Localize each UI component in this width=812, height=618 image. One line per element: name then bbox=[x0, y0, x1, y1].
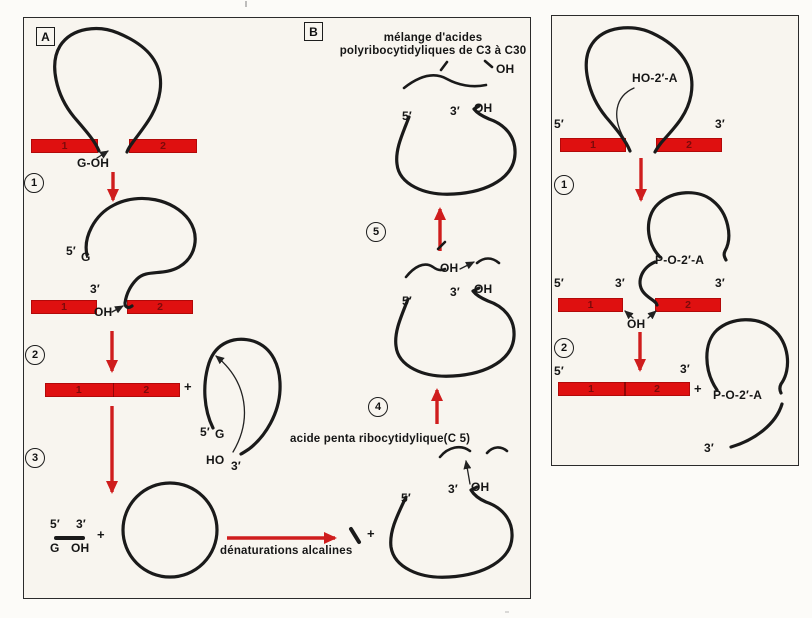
oh-label: OH bbox=[471, 480, 490, 494]
oh-label: OH bbox=[496, 62, 515, 76]
exon-junction-divider bbox=[624, 382, 626, 396]
step-badge-a3: 3 bbox=[25, 448, 45, 468]
exon2-number: 2 bbox=[686, 138, 692, 151]
g-label: G bbox=[81, 250, 91, 264]
exon2-number: 2 bbox=[654, 382, 660, 395]
three-prime-label: 3′ bbox=[76, 517, 86, 531]
exon2-bar-precursor-r bbox=[656, 138, 722, 152]
exon-junction-divider bbox=[113, 383, 115, 397]
exon1-bar-precursor-r bbox=[560, 138, 626, 152]
three-prime-label: 3′ bbox=[704, 441, 714, 455]
exon1-number: 1 bbox=[588, 382, 594, 395]
exon1-number: 1 bbox=[61, 139, 68, 152]
p-o-2prime-a-label: P-O-2′-A bbox=[713, 388, 763, 402]
ho-2prime-a-label: HO-2′-A bbox=[632, 71, 678, 85]
exon1-bar-after1-a bbox=[31, 300, 97, 314]
exon2-number: 2 bbox=[143, 383, 150, 396]
exon1-number: 1 bbox=[61, 300, 67, 313]
scan-artifact bbox=[245, 1, 247, 7]
five-prime-label: 5′ bbox=[50, 517, 60, 531]
exon1-number: 1 bbox=[587, 298, 594, 311]
three-prime-label: 3′ bbox=[448, 482, 458, 496]
three-prime-label: 3′ bbox=[615, 276, 625, 290]
oh-label: OH bbox=[627, 317, 646, 331]
five-prime-label: 5′ bbox=[401, 491, 411, 505]
goh-label: G-OH bbox=[77, 156, 110, 170]
exon2-bar-after1-r bbox=[655, 298, 721, 312]
step-badge-a2: 2 bbox=[25, 345, 45, 365]
step-badge-r2: 2 bbox=[554, 338, 574, 358]
oh-label: OH bbox=[71, 541, 90, 555]
three-prime-label: 3′ bbox=[450, 104, 460, 118]
three-prime-label: 3′ bbox=[680, 362, 690, 376]
step-badge-a1: 1 bbox=[24, 173, 44, 193]
five-prime-label: 5′ bbox=[402, 294, 412, 308]
three-prime-label: 3′ bbox=[90, 282, 100, 296]
g-label: G bbox=[215, 427, 225, 441]
exon1-number: 1 bbox=[590, 138, 596, 151]
c5-acid-label: acide penta ribocytidylique(C 5) bbox=[290, 433, 471, 445]
exon2-number: 2 bbox=[160, 139, 166, 152]
panel-b-title-line1: mélange d'acides bbox=[383, 32, 483, 44]
exon1-bar-precursor-a bbox=[31, 139, 98, 153]
plus-sign: + bbox=[97, 527, 105, 542]
p-o-2prime-a-label: P-O-2′-A bbox=[655, 253, 705, 267]
plus-sign: + bbox=[367, 526, 375, 541]
five-prime-label: 5′ bbox=[554, 117, 564, 131]
three-prime-label: 3′ bbox=[231, 459, 241, 473]
panel-a-label: A bbox=[36, 27, 55, 46]
step-badge-b5: 5 bbox=[366, 222, 386, 242]
exon2-bar-after1-a bbox=[127, 300, 193, 314]
five-prime-label: 5′ bbox=[554, 276, 564, 290]
oh-label: OH bbox=[94, 305, 113, 319]
three-prime-label: 3′ bbox=[715, 276, 725, 290]
five-prime-label: 5′ bbox=[402, 109, 412, 123]
step-badge-r1: 1 bbox=[554, 175, 574, 195]
plus-sign: + bbox=[184, 379, 192, 394]
exon2-bar-precursor-a bbox=[129, 139, 197, 153]
ligated-exons-bar-a bbox=[45, 383, 180, 397]
ligated-exons-bar-r bbox=[558, 382, 690, 396]
exon2-number: 2 bbox=[685, 298, 691, 311]
three-prime-label: 3′ bbox=[715, 117, 725, 131]
five-prime-label: 5′ bbox=[554, 364, 564, 378]
oh-label: OH bbox=[474, 282, 493, 296]
exon2-number: 2 bbox=[157, 300, 163, 313]
three-prime-label: 3′ bbox=[450, 285, 460, 299]
exon1-bar-after1-r bbox=[558, 298, 623, 312]
oh-label: OH bbox=[474, 101, 493, 115]
exon1-number: 1 bbox=[75, 383, 82, 396]
plus-sign: + bbox=[694, 381, 702, 396]
oh-label: OH bbox=[440, 261, 459, 275]
panel-b-label: B bbox=[304, 22, 323, 41]
g-label: G bbox=[50, 541, 60, 555]
step-badge-b4: 4 bbox=[368, 397, 388, 417]
scan-artifact bbox=[505, 611, 509, 613]
denaturation-arrow-label: dénaturations alcalines bbox=[220, 545, 353, 557]
panel-b-title-line2: polyribocytidyliques de C3 à C30 bbox=[339, 45, 527, 57]
five-prime-label: 5′ bbox=[66, 244, 76, 258]
five-prime-label: 5′ bbox=[200, 425, 210, 439]
ho-label: HO bbox=[206, 453, 225, 467]
